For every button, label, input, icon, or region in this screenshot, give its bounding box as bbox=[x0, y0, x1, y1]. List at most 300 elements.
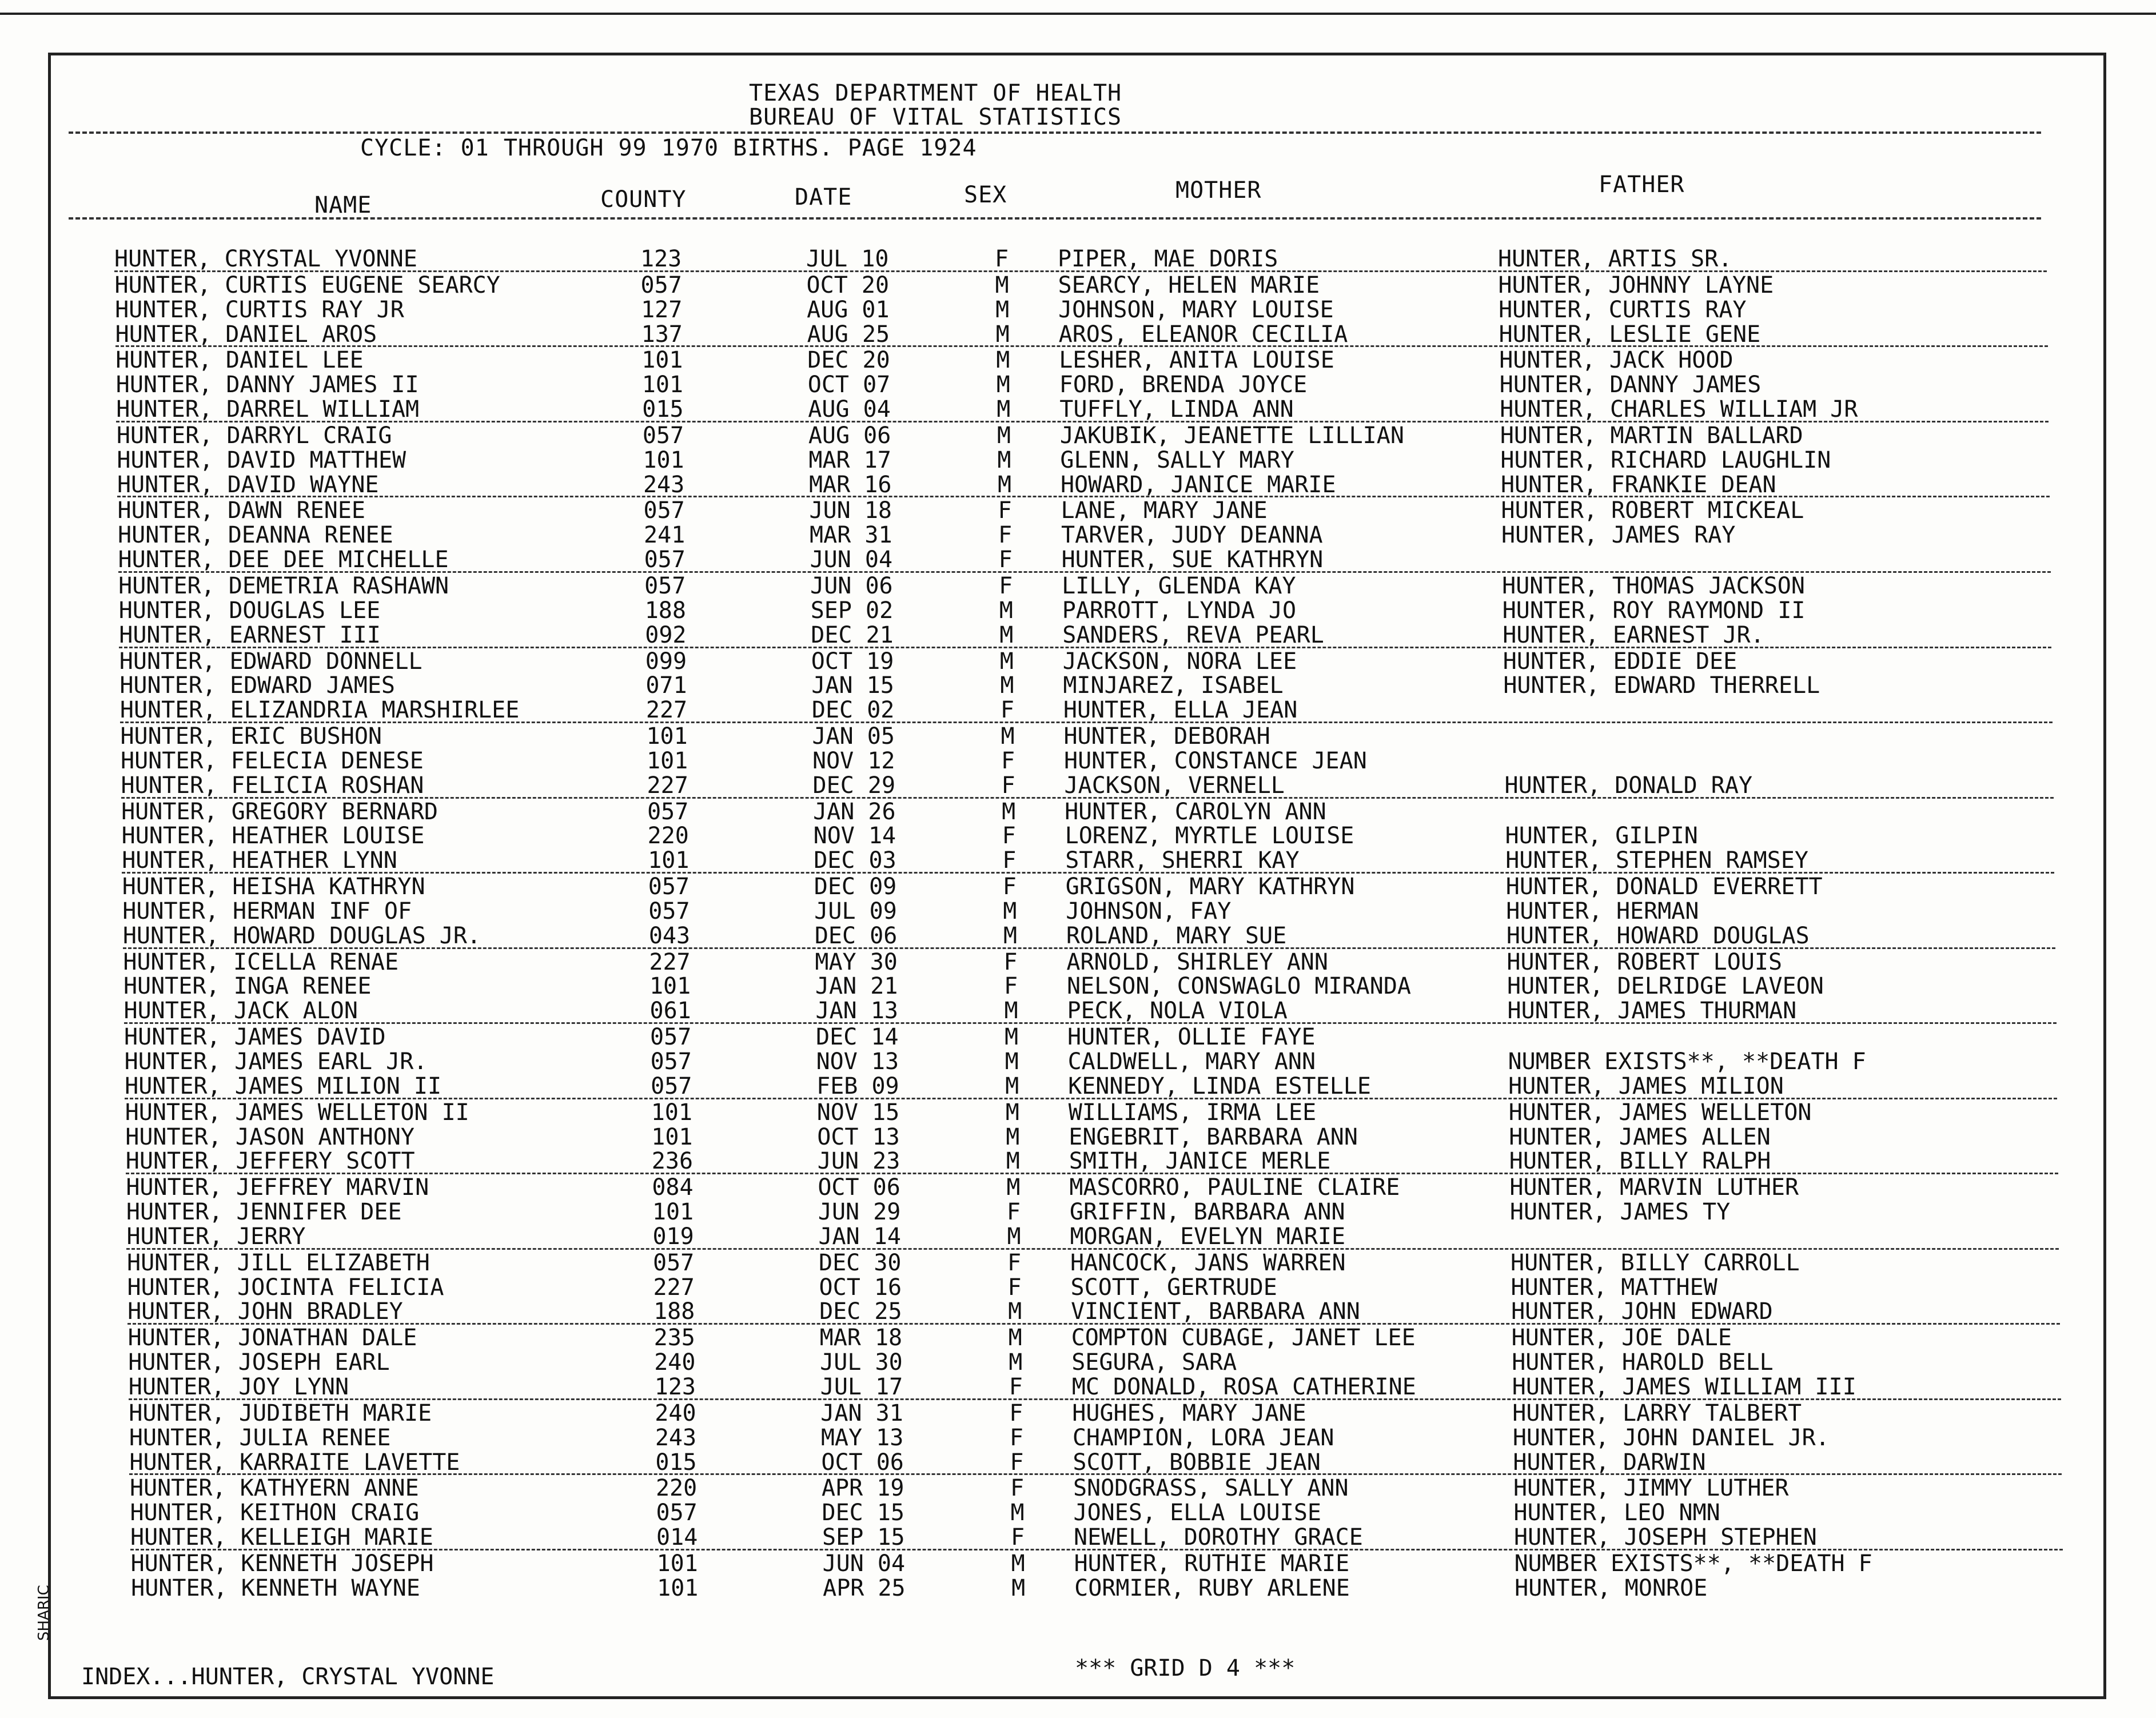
table-row bbox=[128, 1349, 2061, 1374]
cell-name: HUNTER, KENNETH JOSEPH bbox=[130, 1550, 434, 1577]
cell-name: HUNTER, FELECIA DENESE bbox=[121, 747, 424, 774]
cell-name: HUNTER, HERMAN INF OF bbox=[122, 898, 412, 924]
cell-father: HUNTER, JOE DALE bbox=[1511, 1325, 1732, 1352]
cell-county: 057 bbox=[650, 1024, 692, 1051]
cell-mother: HANCOCK, JANS WARREN bbox=[1070, 1249, 1346, 1276]
cell-date: APR 25 bbox=[823, 1574, 906, 1601]
table-row bbox=[126, 1223, 2059, 1250]
cell-sex: M bbox=[1011, 1574, 1026, 1601]
table-row bbox=[119, 597, 2051, 622]
cell-name: HUNTER, DEMETRIA RASHAWN bbox=[118, 572, 449, 599]
table-row bbox=[115, 347, 2048, 372]
cell-county: 235 bbox=[653, 1325, 695, 1352]
cell-date: JUL 09 bbox=[814, 898, 897, 924]
table-row bbox=[120, 723, 2053, 748]
cell-father: HUNTER, JACK HOOD bbox=[1499, 347, 1733, 374]
cell-father: HUNTER, JAMES ALLEN bbox=[1509, 1123, 1771, 1150]
cell-date: JAN 31 bbox=[820, 1400, 903, 1426]
table-row bbox=[117, 472, 2050, 498]
cell-date: OCT 20 bbox=[806, 272, 890, 298]
cell-mother: JACKSON, NORA LEE bbox=[1062, 648, 1297, 675]
table-row bbox=[118, 522, 2050, 547]
cell-mother: JONES, ELLA LOUISE bbox=[1073, 1500, 1321, 1526]
cell-county: 127 bbox=[641, 296, 683, 323]
cell-sex: F bbox=[1001, 747, 1015, 774]
cell-mother: GRIGSON, MARY KATHRYN bbox=[1065, 874, 1355, 900]
cell-sex: F bbox=[1000, 697, 1014, 724]
cell-father: HUNTER, ARTIS SR. bbox=[1498, 246, 1732, 272]
table-row bbox=[131, 1550, 2063, 1575]
table-row bbox=[118, 547, 2051, 573]
column-header-father: FATHER bbox=[1599, 172, 1685, 198]
cell-name: HUNTER, DEANNA RENEE bbox=[118, 522, 393, 549]
cell-sex: F bbox=[1001, 772, 1015, 799]
cell-date: OCT 16 bbox=[819, 1274, 902, 1301]
cell-father: HUNTER, LARRY TALBERT bbox=[1512, 1400, 1802, 1426]
cell-date: DEC 29 bbox=[812, 772, 896, 799]
cell-county: 057 bbox=[642, 422, 684, 449]
table-row bbox=[121, 799, 2054, 823]
cell-sex: M bbox=[999, 648, 1014, 675]
cell-mother: SEGURA, SARA bbox=[1071, 1349, 1237, 1376]
cell-name: HUNTER, JUDIBETH MARIE bbox=[129, 1400, 432, 1426]
cell-sex: M bbox=[995, 272, 1009, 298]
cell-county: 240 bbox=[654, 1349, 696, 1376]
cell-date: DEC 25 bbox=[819, 1298, 902, 1325]
table-row bbox=[119, 648, 2052, 673]
table-row bbox=[125, 1124, 2058, 1149]
cell-sex: M bbox=[999, 597, 1013, 624]
cell-sex: M bbox=[1008, 1298, 1022, 1325]
index-footer: INDEX...HUNTER, CRYSTAL YVONNE bbox=[81, 1664, 495, 1690]
cell-name: HUNTER, DANIEL LEE bbox=[115, 347, 364, 374]
department-title: TEXAS DEPARTMENT OF HEALTH bbox=[749, 80, 1122, 106]
cell-date: JAN 13 bbox=[815, 998, 898, 1025]
cell-father: HUNTER, LEO NMN bbox=[1513, 1500, 1720, 1526]
cell-mother: COMPTON CUBAGE, JANET LEE bbox=[1071, 1325, 1416, 1352]
table-row bbox=[118, 573, 2051, 597]
cell-county: 220 bbox=[655, 1475, 698, 1502]
cell-county: 101 bbox=[643, 447, 684, 473]
cell-sex: F bbox=[1009, 1400, 1023, 1426]
cell-father: HUNTER, JAMES WELLETON bbox=[1508, 1099, 1812, 1126]
cell-father: HUNTER, STEPHEN RAMSEY bbox=[1505, 847, 1808, 874]
cell-mother: AROS, ELEANOR CECILIA bbox=[1058, 321, 1348, 348]
cell-mother: PARROTT, LYNDA JO bbox=[1062, 597, 1297, 624]
cell-sex: M bbox=[1006, 1123, 1020, 1150]
cell-county: 099 bbox=[645, 648, 687, 675]
cell-name: HUNTER, DAWN RENEE bbox=[117, 497, 365, 524]
cell-mother: JAKUBIK, JEANETTE LILLIAN bbox=[1059, 422, 1404, 449]
cell-county: 241 bbox=[644, 522, 686, 549]
cell-sex: F bbox=[998, 547, 1013, 573]
table-row bbox=[127, 1298, 2060, 1325]
cell-county: 092 bbox=[645, 621, 687, 648]
table-row bbox=[129, 1400, 2061, 1425]
table-row bbox=[130, 1475, 2062, 1500]
cell-date: NOV 13 bbox=[816, 1049, 899, 1075]
cell-date: AUG 25 bbox=[807, 321, 890, 348]
cell-father: NUMBER EXISTS**, **DEATH F bbox=[1514, 1550, 1872, 1577]
table-row bbox=[123, 949, 2055, 974]
cell-name: HUNTER, EARNEST III bbox=[119, 621, 381, 648]
cell-father: HUNTER, RICHARD LAUGHLIN bbox=[1500, 447, 1831, 473]
cell-county: 101 bbox=[652, 1199, 694, 1226]
cell-mother: CHAMPION, LORA JEAN bbox=[1072, 1424, 1334, 1451]
cell-county: 101 bbox=[651, 1123, 693, 1150]
cell-county: 236 bbox=[651, 1148, 694, 1175]
cell-father: HUNTER, JOHNNY LAYNE bbox=[1498, 272, 1774, 298]
cell-county: 123 bbox=[640, 246, 682, 272]
cell-county: 101 bbox=[641, 347, 683, 374]
cell-mother: HOWARD, JANICE MARIE bbox=[1060, 471, 1336, 498]
cell-date: NOV 15 bbox=[816, 1099, 900, 1126]
cell-county: 227 bbox=[653, 1274, 695, 1301]
table-row bbox=[119, 622, 2051, 648]
cell-mother: SMITH, JANICE MERLE bbox=[1069, 1148, 1331, 1175]
cell-father: NUMBER EXISTS**, **DEATH F bbox=[1508, 1049, 1866, 1075]
cell-mother: ROLAND, MARY SUE bbox=[1066, 922, 1287, 949]
cell-date: NOV 14 bbox=[813, 823, 896, 850]
cell-name: HUNTER, HEATHER LYNN bbox=[122, 847, 397, 874]
cell-date: JUN 04 bbox=[810, 547, 893, 573]
cell-father: HUNTER, FRANKIE DEAN bbox=[1500, 471, 1776, 498]
cell-mother: SEARCY, HELEN MARIE bbox=[1058, 272, 1320, 298]
cell-sex: F bbox=[1009, 1424, 1023, 1451]
column-header-sex: SEX bbox=[964, 182, 1007, 208]
cell-date: JUN 04 bbox=[822, 1550, 906, 1577]
cell-county: 101 bbox=[657, 1574, 699, 1601]
cell-county: 057 bbox=[648, 898, 690, 924]
cell-date: JAN 26 bbox=[813, 798, 896, 825]
cell-date: AUG 01 bbox=[807, 296, 890, 323]
cell-date: DEC 20 bbox=[807, 347, 890, 374]
cell-father: HUNTER, HOWARD DOUGLAS bbox=[1506, 922, 1810, 949]
table-row bbox=[130, 1524, 2063, 1550]
cell-sex: F bbox=[1010, 1449, 1024, 1476]
cell-county: 061 bbox=[649, 998, 691, 1025]
column-header-date: DATE bbox=[795, 184, 852, 210]
cell-sex: M bbox=[1006, 1148, 1020, 1175]
cell-county: 243 bbox=[643, 471, 685, 498]
table-row bbox=[125, 1073, 2057, 1099]
cell-father: HUNTER, ROBERT LOUIS bbox=[1507, 948, 1783, 975]
cell-date: NOV 12 bbox=[812, 747, 895, 774]
cell-name: HUNTER, JAMES DAVID bbox=[124, 1024, 386, 1051]
cell-sex: F bbox=[1007, 1249, 1022, 1276]
cell-father: HUNTER, JOSEPH STEPHEN bbox=[1514, 1524, 1817, 1551]
table-row bbox=[123, 973, 2056, 998]
cell-mother: STARR, SHERRI KAY bbox=[1065, 847, 1300, 874]
cell-mother: MC DONALD, ROSA CATHERINE bbox=[1071, 1373, 1416, 1400]
cell-date: DEC 03 bbox=[814, 847, 896, 874]
cell-date: FEB 09 bbox=[816, 1073, 899, 1099]
divider-line bbox=[69, 131, 2041, 134]
cell-father: HUNTER, CURTIS RAY bbox=[1499, 296, 1747, 323]
cell-county: 101 bbox=[647, 747, 688, 774]
cell-name: HUNTER, JAMES WELLETON II bbox=[125, 1099, 469, 1126]
cell-county: 057 bbox=[640, 272, 682, 298]
cell-county: 057 bbox=[650, 1049, 692, 1075]
cell-county: 101 bbox=[651, 1099, 692, 1126]
cell-date: MAR 18 bbox=[819, 1325, 903, 1352]
bureau-title: BUREAU OF VITAL STATISTICS bbox=[749, 104, 1122, 130]
cell-sex: M bbox=[1005, 1024, 1019, 1051]
births-table bbox=[114, 246, 2047, 1600]
cell-county: 101 bbox=[641, 372, 683, 398]
cell-date: JUN 06 bbox=[810, 572, 893, 599]
table-row bbox=[127, 1325, 2061, 1352]
cell-name: HUNTER, EDWARD JAMES bbox=[119, 672, 395, 699]
cell-mother: CORMIER, RUBY ARLENE bbox=[1074, 1574, 1350, 1601]
cell-father: HUNTER, JAMES MILION bbox=[1508, 1073, 1784, 1099]
cell-sex: F bbox=[1003, 973, 1018, 1000]
cell-name: HUNTER, ICELLA RENAE bbox=[123, 948, 399, 975]
cell-mother: HUGHES, MARY JANE bbox=[1072, 1400, 1306, 1426]
cell-date: JAN 05 bbox=[812, 723, 895, 750]
cell-date: DEC 15 bbox=[822, 1500, 904, 1526]
top-edge-strip bbox=[0, 0, 2156, 15]
cell-date: DEC 02 bbox=[811, 697, 895, 724]
cell-sex: F bbox=[999, 572, 1013, 599]
cell-sex: M bbox=[995, 296, 1010, 323]
cell-county: 137 bbox=[641, 321, 683, 348]
cell-county: 057 bbox=[648, 874, 690, 900]
column-header-name: NAME bbox=[314, 192, 372, 218]
cell-father: HUNTER, THOMAS JACKSON bbox=[1502, 572, 1805, 599]
cell-mother: JACKSON, VERNELL bbox=[1064, 772, 1285, 799]
cell-name: HUNTER, JAMES EARL JR. bbox=[124, 1049, 428, 1075]
cycle-line: CYCLE: 01 THROUGH 99 1970 BIRTHS. PAGE 1924 bbox=[360, 135, 977, 161]
cell-mother: HUNTER, DEBORAH bbox=[1063, 723, 1270, 750]
cell-name: HUNTER, JERRY bbox=[126, 1223, 306, 1250]
cell-mother: HUNTER, CONSTANCE JEAN bbox=[1064, 747, 1367, 774]
cell-father: HUNTER, JAMES WILLIAM III bbox=[1512, 1373, 1856, 1400]
cell-sex: M bbox=[1009, 1349, 1023, 1376]
cell-father: HUNTER, CHARLES WILLIAM JR bbox=[1500, 396, 1858, 423]
cell-date: MAR 17 bbox=[808, 447, 891, 473]
cell-mother: LESHER, ANITA LOUISE bbox=[1059, 347, 1334, 374]
cell-mother: NELSON, CONSWAGLO MIRANDA bbox=[1066, 973, 1411, 1000]
cell-date: AUG 04 bbox=[808, 396, 891, 423]
cell-sex: F bbox=[995, 246, 1009, 272]
table-row bbox=[127, 1274, 2060, 1299]
cell-date: DEC 09 bbox=[814, 874, 897, 900]
cell-mother: LANE, MARY JANE bbox=[1061, 497, 1268, 524]
cell-date: AUG 06 bbox=[808, 422, 891, 449]
cell-date: JUL 17 bbox=[820, 1373, 903, 1400]
cell-mother: LILLY, GLENDA KAY bbox=[1062, 572, 1296, 599]
cell-sex: M bbox=[1010, 1500, 1025, 1526]
cell-date: APR 19 bbox=[821, 1475, 904, 1502]
side-label: SHARIC bbox=[35, 1585, 53, 1641]
cell-name: HUNTER, DAVID WAYNE bbox=[117, 471, 379, 498]
cell-county: 057 bbox=[653, 1249, 695, 1276]
cell-county: 123 bbox=[654, 1373, 696, 1400]
cell-name: HUNTER, CURTIS EUGENE SEARCY bbox=[114, 272, 500, 298]
cell-name: HUNTER, KATHYERN ANNE bbox=[129, 1475, 419, 1502]
table-row bbox=[131, 1575, 2063, 1600]
table-row bbox=[127, 1250, 2059, 1274]
cell-father: HUNTER, JOHN DANIEL JR. bbox=[1512, 1424, 1830, 1451]
cell-county: 101 bbox=[649, 973, 691, 1000]
cell-date: MAR 16 bbox=[808, 471, 892, 498]
cell-sex: M bbox=[995, 321, 1010, 348]
cell-date: MAY 13 bbox=[820, 1424, 904, 1451]
cell-sex: F bbox=[1002, 847, 1017, 874]
cell-father: HUNTER, DARWIN bbox=[1513, 1449, 1706, 1476]
cell-date: JUL 30 bbox=[820, 1349, 903, 1376]
cell-name: HUNTER, JOSEPH EARL bbox=[128, 1349, 390, 1376]
cell-father: HUNTER, ROBERT MICKEAL bbox=[1501, 497, 1804, 524]
cell-name: HUNTER, DEE DEE MICHELLE bbox=[118, 547, 449, 573]
cell-mother: HUNTER, OLLIE FAYE bbox=[1067, 1024, 1316, 1051]
cell-date: JUL 10 bbox=[806, 246, 889, 272]
cell-mother: ENGEBRIT, BARBARA ANN bbox=[1069, 1123, 1358, 1150]
table-row bbox=[129, 1449, 2062, 1476]
table-row bbox=[124, 1024, 2057, 1049]
table-row bbox=[130, 1500, 2063, 1524]
cell-mother: SNODGRASS, SALLY ANN bbox=[1073, 1475, 1349, 1502]
cell-date: DEC 06 bbox=[814, 922, 898, 949]
cell-sex: M bbox=[997, 471, 1012, 498]
table-row bbox=[125, 1099, 2058, 1124]
cell-mother: WILLIAMS, IRMA LEE bbox=[1068, 1099, 1317, 1126]
cell-name: HUNTER, HEATHER LOUISE bbox=[121, 823, 425, 850]
table-row bbox=[116, 372, 2049, 396]
table-row bbox=[126, 1174, 2058, 1199]
cell-sex: M bbox=[997, 447, 1011, 473]
cell-name: HUNTER, JONATHAN DALE bbox=[127, 1325, 417, 1352]
cell-sex: M bbox=[1002, 798, 1016, 825]
cell-county: 014 bbox=[656, 1524, 698, 1551]
cell-sex: M bbox=[1005, 1099, 1019, 1126]
cell-county: 015 bbox=[642, 396, 684, 423]
cell-county: 057 bbox=[644, 547, 686, 573]
cell-mother: JOHNSON, MARY LOUISE bbox=[1058, 296, 1334, 323]
cell-county: 188 bbox=[644, 597, 686, 624]
cell-date: JAN 21 bbox=[815, 973, 898, 1000]
cell-name: HUNTER, ERIC BUSHON bbox=[120, 723, 382, 750]
table-row bbox=[121, 823, 2054, 850]
cell-sex: M bbox=[1001, 723, 1015, 750]
cell-county: 227 bbox=[647, 772, 688, 799]
cell-mother: HUNTER, CAROLYN ANN bbox=[1065, 798, 1326, 825]
cell-name: HUNTER, JACK ALON bbox=[123, 998, 358, 1025]
cell-name: HUNTER, KENNETH WAYNE bbox=[131, 1574, 420, 1601]
cell-sex: M bbox=[997, 422, 1011, 449]
cell-county: 084 bbox=[652, 1174, 694, 1201]
table-row bbox=[125, 1049, 2057, 1073]
cell-name: HUNTER, JENNIFER DEE bbox=[126, 1199, 402, 1226]
cell-sex: M bbox=[1003, 922, 1017, 949]
cell-father: HUNTER, DONALD RAY bbox=[1504, 772, 1753, 799]
cell-date: DEC 14 bbox=[816, 1024, 899, 1051]
cell-sex: F bbox=[1010, 1475, 1025, 1502]
table-row bbox=[126, 1148, 2058, 1174]
cell-date: OCT 07 bbox=[807, 372, 891, 398]
cell-father: HUNTER, JIMMY LUTHER bbox=[1513, 1475, 1789, 1502]
cell-sex: M bbox=[1011, 1550, 1025, 1577]
cell-name: HUNTER, JASON ANTHONY bbox=[125, 1123, 415, 1150]
table-row bbox=[115, 297, 2047, 321]
table-row bbox=[129, 1374, 2061, 1400]
cell-date: OCT 19 bbox=[811, 648, 894, 675]
cell-date: JAN 15 bbox=[811, 672, 894, 699]
cell-sex: M bbox=[996, 347, 1010, 374]
cell-date: JUN 18 bbox=[809, 497, 892, 524]
cell-mother: SCOTT, GERTRUDE bbox=[1070, 1274, 1277, 1301]
cell-father: HUNTER, DANNY JAMES bbox=[1499, 372, 1762, 398]
cell-mother: ARNOLD, SHIRLEY ANN bbox=[1066, 948, 1328, 975]
cell-father: HUNTER, JOHN EDWARD bbox=[1511, 1298, 1773, 1325]
cell-mother: PECK, NOLA VIOLA bbox=[1067, 998, 1288, 1025]
cell-father: HUNTER, MONROE bbox=[1515, 1574, 1708, 1601]
cell-name: HUNTER, JOHN BRADLEY bbox=[127, 1298, 403, 1325]
cell-sex: F bbox=[1007, 1274, 1022, 1301]
cell-sex: M bbox=[1006, 1174, 1021, 1201]
table-row bbox=[122, 874, 2055, 898]
cell-date: OCT 06 bbox=[821, 1449, 904, 1476]
cell-sex: M bbox=[999, 621, 1014, 648]
cell-date: DEC 30 bbox=[819, 1249, 902, 1276]
table-row bbox=[118, 497, 2050, 522]
cell-county: 240 bbox=[655, 1400, 696, 1426]
cell-county: 101 bbox=[648, 847, 690, 874]
cell-mother: FORD, BRENDA JOYCE bbox=[1059, 372, 1308, 398]
cell-father: HUNTER, EDDIE DEE bbox=[1503, 648, 1737, 675]
cell-name: HUNTER, GREGORY BERNARD bbox=[121, 798, 438, 825]
cell-date: SEP 02 bbox=[810, 597, 894, 624]
cell-sex: F bbox=[1006, 1199, 1021, 1226]
cell-sex: M bbox=[1007, 1223, 1021, 1250]
cell-name: HUNTER, JOY LYNN bbox=[128, 1373, 349, 1400]
column-header-mother: MOTHER bbox=[1175, 177, 1262, 204]
cell-mother: HUNTER, RUTHIE MARIE bbox=[1074, 1550, 1350, 1577]
cell-father: HUNTER, ROY RAYMOND II bbox=[1502, 597, 1806, 624]
cell-name: HUNTER, DANIEL AROS bbox=[115, 321, 377, 348]
cell-county: 071 bbox=[645, 672, 687, 699]
cell-sex: M bbox=[1000, 672, 1014, 699]
cell-mother: HUNTER, SUE KATHRYN bbox=[1061, 547, 1324, 573]
cell-father: HUNTER, DONALD EVERRETT bbox=[1505, 874, 1823, 900]
cell-name: HUNTER, CRYSTAL YVONNE bbox=[114, 246, 417, 272]
cell-sex: F bbox=[1002, 874, 1017, 900]
cell-name: HUNTER, KARRAITE LAVETTE bbox=[129, 1449, 460, 1476]
cell-name: HUNTER, FELICIA ROSHAN bbox=[121, 772, 424, 799]
table-row bbox=[119, 672, 2052, 697]
cell-mother: PIPER, MAE DORIS bbox=[1058, 246, 1278, 272]
cell-father: HUNTER, MARVIN LUTHER bbox=[1509, 1174, 1799, 1201]
cell-mother: HUNTER, ELLA JEAN bbox=[1063, 697, 1298, 724]
cell-mother: VINCIENT, BARBARA ANN bbox=[1071, 1298, 1360, 1325]
cell-father: HUNTER, JAMES RAY bbox=[1501, 522, 1736, 549]
table-row bbox=[120, 697, 2053, 723]
cell-date: OCT 13 bbox=[817, 1123, 900, 1150]
cell-county: 243 bbox=[655, 1424, 697, 1451]
cell-date: MAY 30 bbox=[815, 948, 898, 975]
cell-mother: GRIFFIN, BARBARA ANN bbox=[1069, 1199, 1345, 1226]
cell-name: HUNTER, KELLEIGH MARIE bbox=[130, 1524, 433, 1551]
cell-county: 057 bbox=[651, 1073, 692, 1099]
cell-father: HUNTER, HAROLD BELL bbox=[1512, 1349, 1774, 1376]
cell-father: HUNTER, BILLY RALPH bbox=[1509, 1148, 1771, 1175]
cell-father: HUNTER, MARTIN BALLARD bbox=[1500, 422, 1803, 449]
cell-county: 101 bbox=[646, 723, 688, 750]
cell-date: OCT 06 bbox=[818, 1174, 900, 1201]
cell-father: HUNTER, LESLIE GENE bbox=[1499, 321, 1761, 348]
cell-county: 220 bbox=[647, 823, 689, 850]
